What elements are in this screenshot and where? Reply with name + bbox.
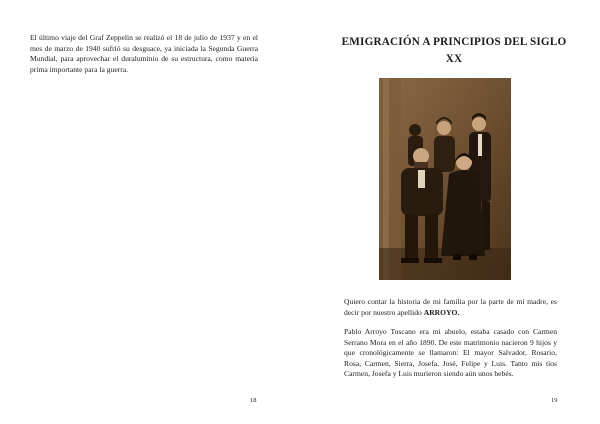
right-page — [300, 0, 600, 424]
page-number-left: 18 — [250, 397, 257, 404]
family-photo-icon — [379, 78, 511, 280]
page-number-right: 19 — [551, 397, 558, 404]
family-intro-paragraph — [344, 297, 557, 318]
zeppelin-paragraph: El último viaje del Graf Zeppelin se realizó el 18 de julio de 1937 y en el mes de marzo de 1940 sufrió su desguace, ya iniciada la Segunda Guerra Mundial, para aprovechar el duraluminio de su estructura, como materia prima importante para la guerra. — [30, 33, 258, 74]
grandfather-paragraph: Pablo Arroyo Toscano era mi abuelo, estaba casado con Carmen Serrano Mora en el año 1890. De este matrimonio nacieron 9 hijos y que cronológicamente se llamaron: El mayor Salvador, Rosario, Rosa, Carmen, Sierra, Josefa, José, Felipe y Luis. Tanto mis tíos Carmen, Josefa y Luis murieron siendo aún unos bebés. — [344, 327, 557, 379]
family-photo — [379, 78, 511, 280]
chapter-title: EMIGRACIÓN A PRINCIPIOS DEL SIGLO XX — [341, 36, 567, 65]
family-intro-text: Quiero contar la historia de mi familia por la parte de mi madre, es decir por nuestro apellido — [344, 297, 557, 317]
surname-bold: ARROYO. — [423, 307, 460, 317]
